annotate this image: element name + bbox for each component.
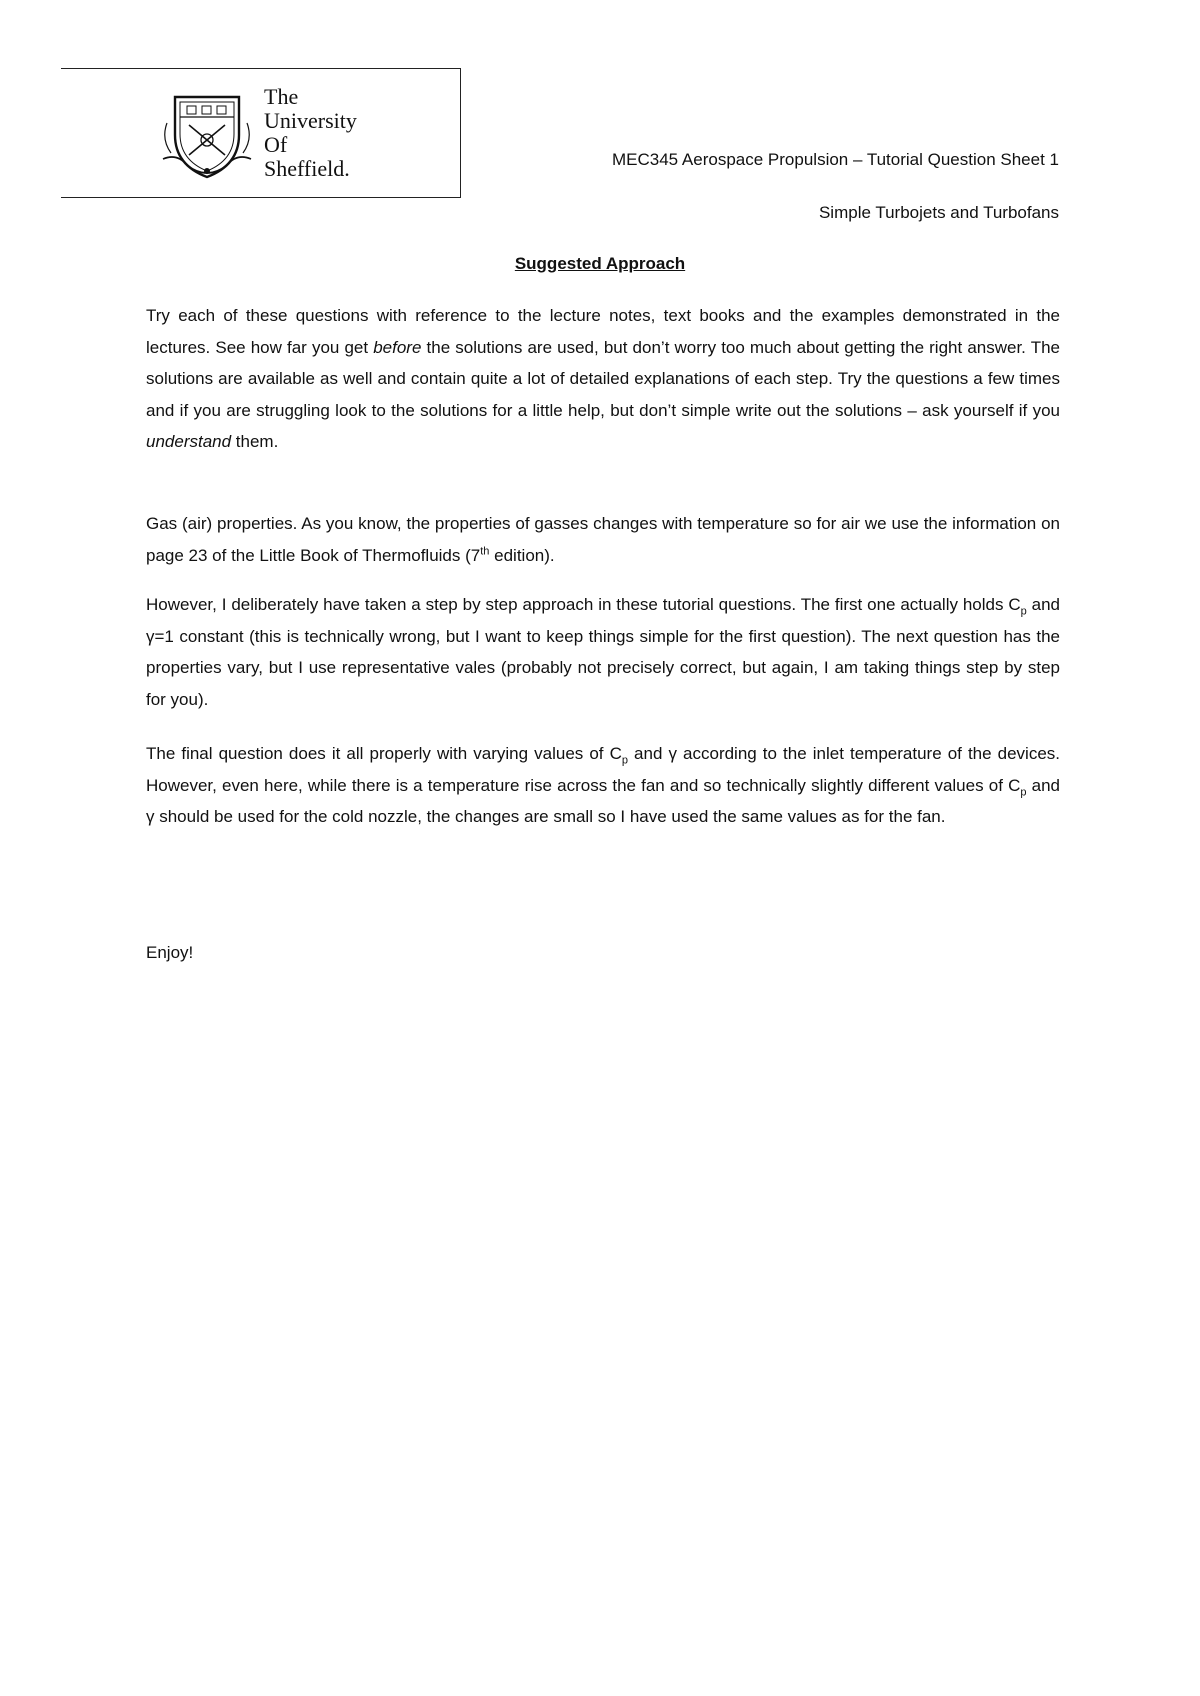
emphasis-understand: understand: [146, 432, 232, 451]
course-title: MEC345 Aerospace Propulsion – Tutorial Question Sheet 1: [612, 150, 1059, 169]
section-heading: Suggested Approach: [514, 254, 686, 273]
paragraph-approach: Try each of these questions with reference to the lecture notes, text books and the examples demonstrated in the lectures. See how far you get before the solutions are used, but don’t worry too much about getting the right answer. The solutions are available as well and contain quite a lot of detailed explanations of each step. Try the questions a few times and if you are struggling look to the solutions for a little help, but don’t simple write out the solutions – ask yourself if you understand them.: [146, 306, 1060, 451]
logo-line-3: Of: [264, 132, 288, 157]
logo-line-1: The: [264, 84, 299, 109]
paragraph-gas-properties: Gas (air) properties. As you know, the properties of gasses changes with temperature so for air we use the information on page 23 of the Little Book of Thermofluids (7th edition).: [146, 514, 1060, 565]
paragraph-enjoy: Enjoy!: [146, 943, 194, 962]
university-logo-box: [61, 68, 461, 198]
university-wordmark: [264, 85, 357, 181]
logo-line-2: University: [264, 108, 357, 133]
paragraph-step-by-step: However, I deliberately have taken a step by step approach in these tutorial questions. The first one actually holds $C_p$ and γ=1 constant (this is technically wrong, but I want to keep things simple for the first question). The next question has the properties vary, but I use representative vales (probably not precisely correct, but again, I am taking things step by step for you).: [146, 595, 1060, 709]
logo-line-4: Sheffield.: [264, 156, 350, 181]
sheet-topic: Simple Turbojets and Turbofans: [818, 203, 1059, 222]
university-crest-icon: [157, 83, 257, 183]
paragraph-final-question: The final question does it all properly with varying values of $C_p$ and γ according to the inlet temperature of the devices. However, even here, while there is a temperature rise across the fan and so technically slightly different values of $C_p$ and γ should be used for the cold nozzle, the changes are small so I have used the same values as for the fan.: [146, 744, 1061, 826]
emphasis-before: before: [373, 337, 422, 357]
